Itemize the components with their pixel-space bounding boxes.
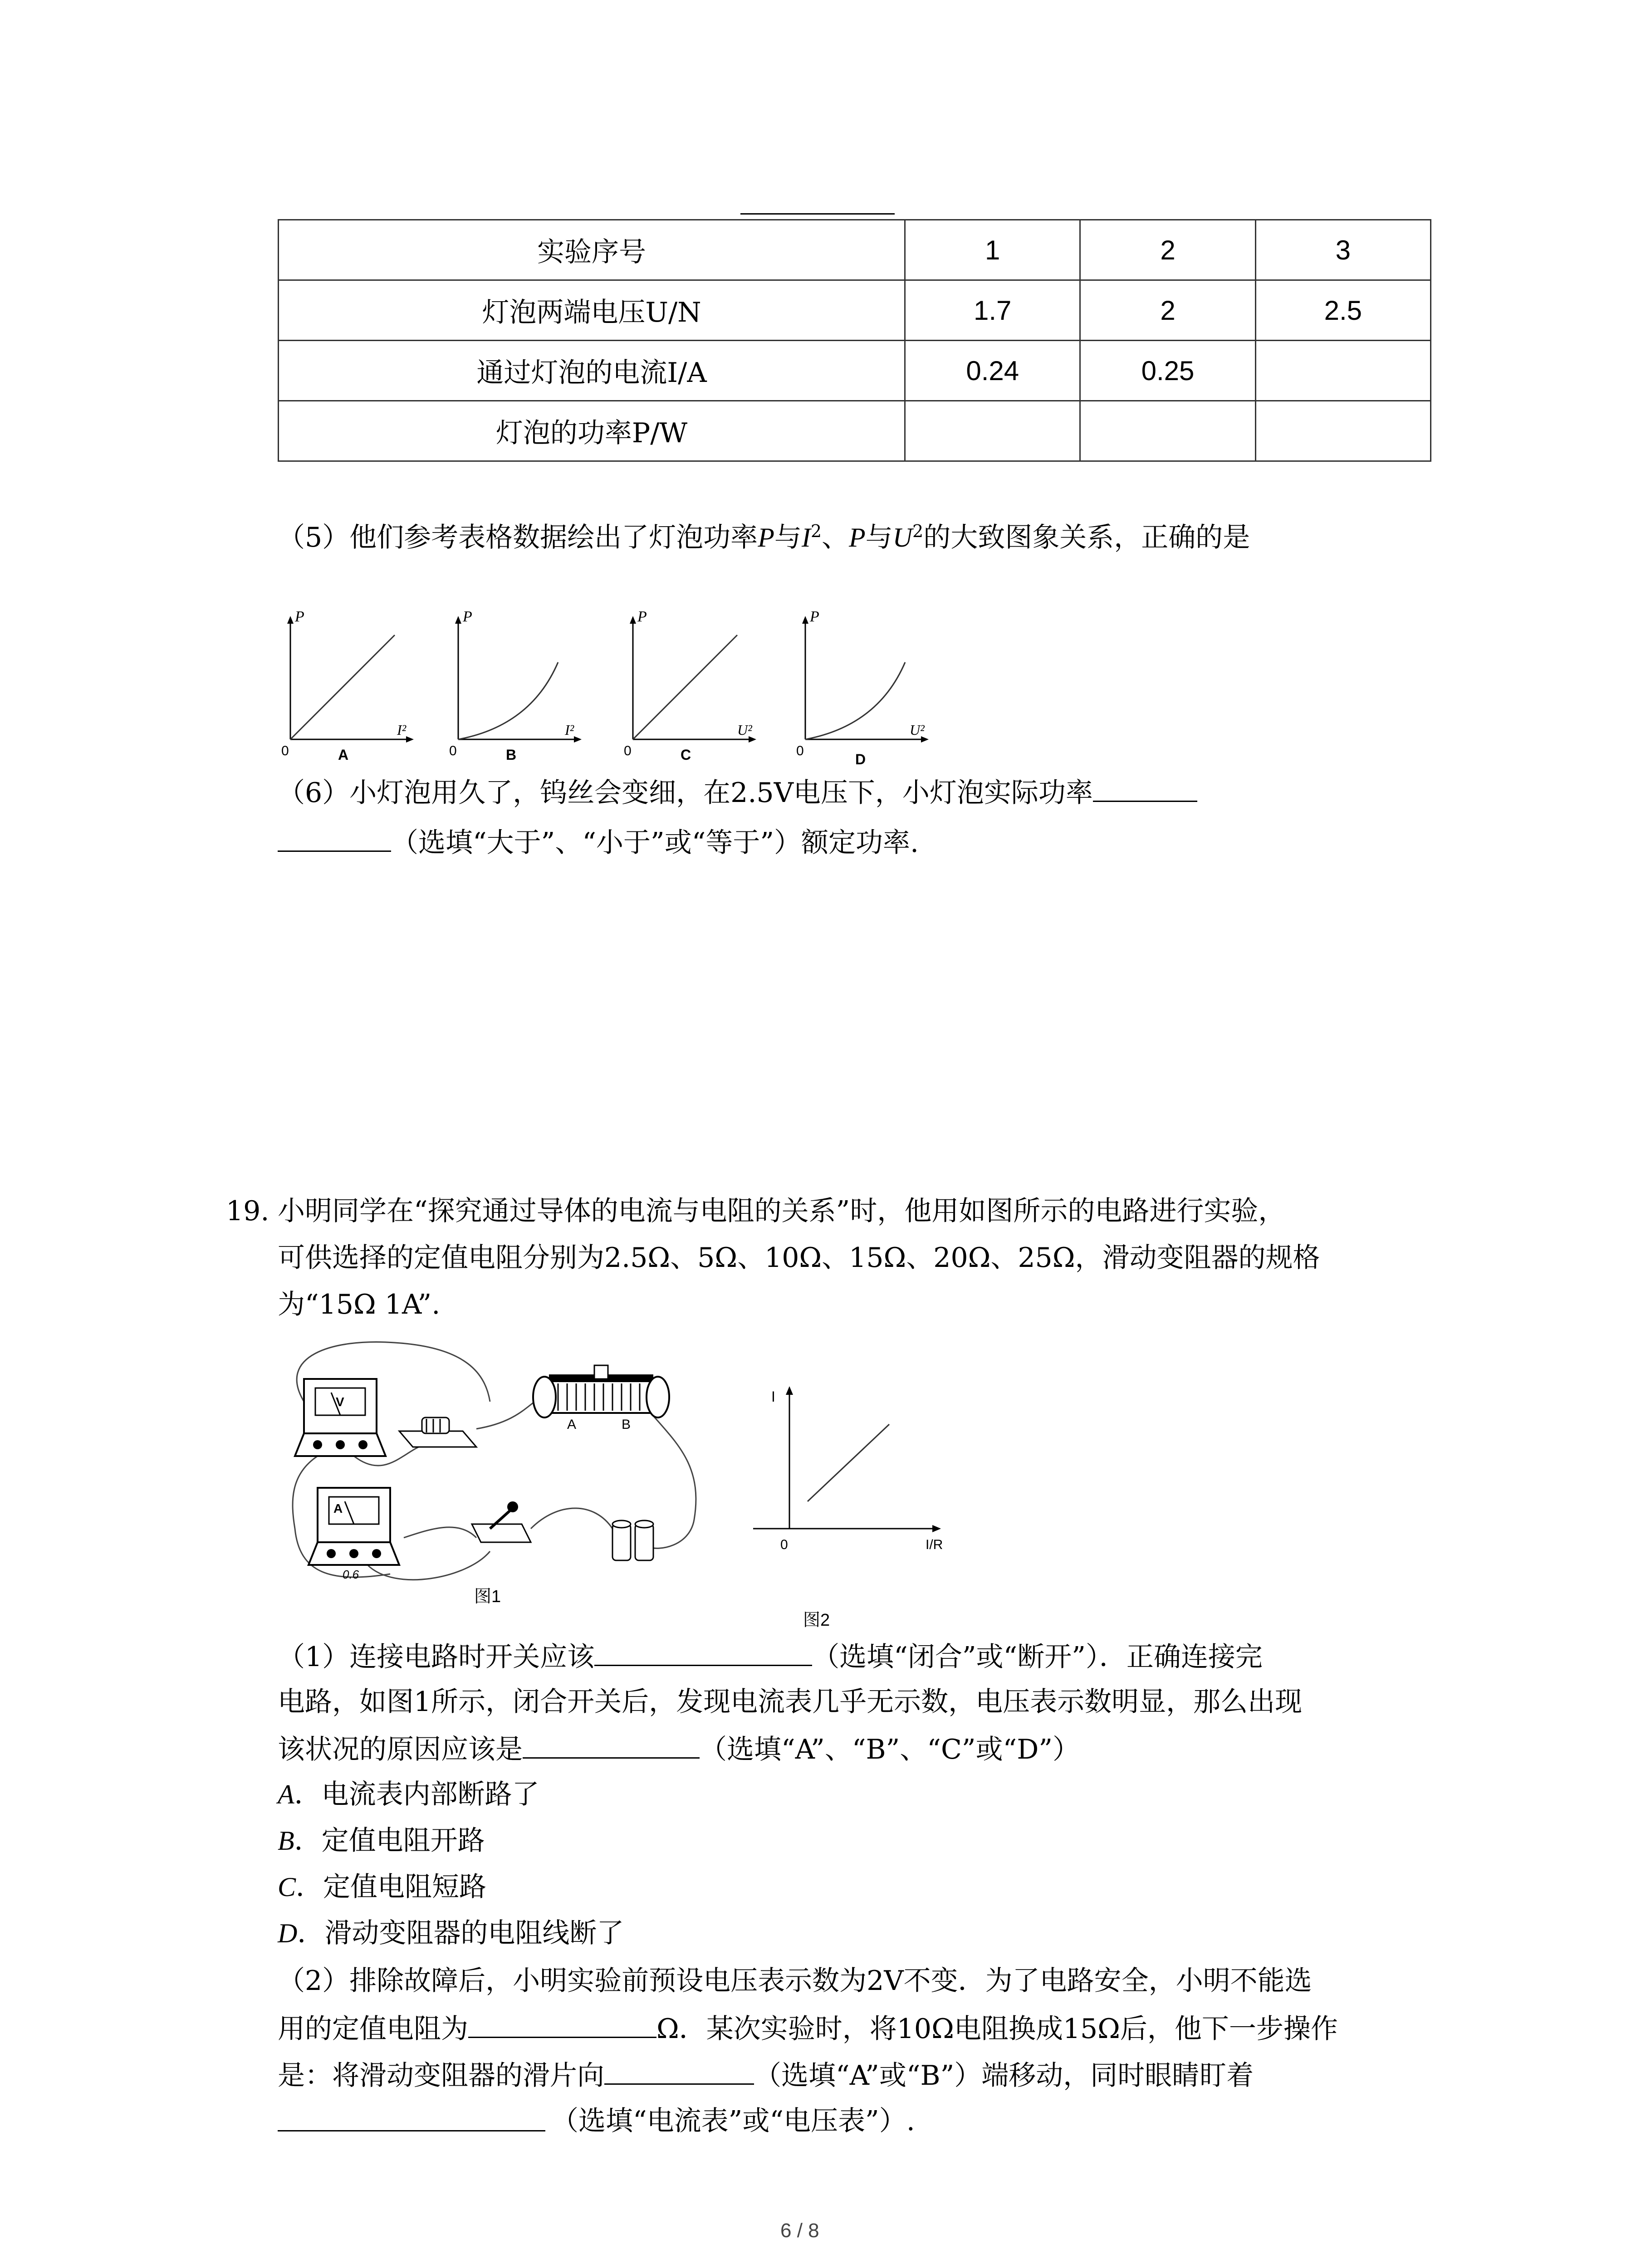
- q5-graphs: [272, 603, 953, 767]
- page-number: 6 / 8: [780, 2219, 819, 2242]
- q19-sub2-line4: （选填“电流表”或“电压表”）.: [551, 2105, 915, 2137]
- top-answer-blank[interactable]: [740, 213, 895, 215]
- graph-letter: B: [506, 747, 517, 763]
- table-cell-empty[interactable]: [1255, 341, 1430, 401]
- graph-d[interactable]: [796, 608, 929, 767]
- fig2-graph[interactable]: [744, 1374, 998, 1565]
- y-arrow-icon: [786, 1386, 793, 1395]
- q6-line1: （6）小灯泡用久了，钨丝会变细，在2.5V电压下，小灯泡实际功率: [278, 773, 1197, 811]
- table-header-row: [279, 220, 1431, 280]
- table-row: [279, 401, 1431, 461]
- table-cell-empty[interactable]: [1080, 401, 1255, 461]
- y-arrow-icon: [802, 616, 808, 624]
- x-label: U²: [737, 722, 752, 738]
- table-header-cell: 3: [1255, 220, 1430, 280]
- y-label: P: [295, 608, 304, 625]
- x-label: I/R: [926, 1537, 943, 1552]
- y-arrow-icon: [287, 616, 294, 624]
- fig1-circuit: [277, 1338, 758, 1592]
- graph-letter: C: [681, 747, 691, 763]
- svg-text:A: A: [333, 1501, 343, 1515]
- graph-curve: [805, 662, 905, 739]
- q19-stem-line3: 为“15Ω 1A”.: [278, 1289, 441, 1320]
- slider-direction-blank[interactable]: [604, 2056, 754, 2085]
- y-arrow-icon: [455, 616, 461, 624]
- switch-state-blank[interactable]: [594, 1637, 812, 1666]
- x-label: I²: [397, 722, 407, 738]
- rheostat[interactable]: [533, 1365, 669, 1432]
- table-cell-empty[interactable]: [905, 401, 1080, 461]
- graph-line: [633, 635, 737, 739]
- table-cell: 0.24: [905, 341, 1080, 401]
- graph-curve: [458, 662, 558, 739]
- switch[interactable]: [472, 1501, 531, 1542]
- graph-a[interactable]: [281, 608, 414, 763]
- wire: [531, 1508, 612, 1529]
- table-header-cell: 1: [905, 220, 1080, 280]
- x-arrow-icon: [574, 736, 582, 743]
- resistor-value-blank[interactable]: [468, 2009, 656, 2038]
- svg-text:0.6: 0.6: [343, 1568, 359, 1581]
- svg-text:A: A: [567, 1417, 577, 1432]
- table-cell: 2.5: [1255, 280, 1430, 341]
- graph-c[interactable]: [624, 608, 756, 763]
- fault-cause-blank[interactable]: [523, 1730, 700, 1759]
- q19-sub2-line2: 用的定值电阻为 Ω．某次实验时，将10Ω电阻换成15Ω后，他下一步操作: [278, 2009, 1338, 2047]
- q19-sub2-line1: （2）排除故障后，小明实验前预设电压表示数为2V不变．为了电路安全，小明不能选: [278, 1965, 1312, 1997]
- q19-sub1-line2: 电路，如图1所示，闭合开关后，发现电流表几乎无示数，电压表示数明显，那么出现: [278, 1686, 1303, 1718]
- batteries[interactable]: [612, 1520, 653, 1560]
- table-row-label: 通过灯泡的电流I/A: [279, 341, 905, 401]
- graph-line: [290, 635, 395, 739]
- q19-sub1-line1: （1）连接电路时开关应该 （选填“闭合”或“断开”）．正确连接完: [278, 1637, 1263, 1675]
- svg-text:V: V: [336, 1395, 344, 1409]
- q19-stem-line1: 小明同学在“探究通过导体的电流与电阻的关系”时，他用如图所示的电路进行实验，: [278, 1195, 1286, 1227]
- x-arrow-icon: [406, 736, 414, 743]
- fixed-resistor[interactable]: [399, 1418, 476, 1447]
- q6-line2: （选填“大于”、“小于”或“等于”）额定功率.: [278, 823, 919, 861]
- table-cell: 1.7: [905, 280, 1080, 341]
- origin-label: 0: [624, 743, 632, 758]
- origin-label: 0: [780, 1537, 788, 1552]
- y-label: I: [771, 1388, 775, 1405]
- option-d[interactable]: D．滑动变阻器的电阻线断了: [278, 1917, 624, 1949]
- origin-label: 0: [281, 743, 289, 758]
- fig2-caption: 图2: [803, 1611, 830, 1630]
- wire: [404, 1527, 476, 1538]
- q19-number: 19.: [226, 1195, 269, 1227]
- table-row: [279, 280, 1431, 341]
- table-cell-empty[interactable]: [1255, 401, 1430, 461]
- x-label: U²: [910, 722, 925, 738]
- q19-sub1-line3: 该状况的原因应该是 （选填“A”、“B”、“C”或“D”）: [278, 1730, 1080, 1768]
- table-header-cell: 2: [1080, 220, 1255, 280]
- table-row-label: 灯泡两端电压U/N: [279, 280, 905, 341]
- experiment-table: [278, 219, 1431, 462]
- y-label: P: [810, 608, 819, 625]
- q6-answer-blank-cont[interactable]: [278, 823, 391, 852]
- graph-letter: A: [338, 747, 349, 763]
- fig1-caption: 图1: [474, 1587, 501, 1606]
- option-b[interactable]: B．定值电阻开路: [278, 1825, 485, 1857]
- y-arrow-icon: [630, 616, 636, 624]
- y-label: P: [637, 608, 647, 625]
- q5-question: （5）他们参考表格数据绘出了灯泡功率P与$I^2$、P与$U^2$的大致图象关系，正确的是: [278, 521, 1250, 553]
- option-c[interactable]: C．定值电阻短路: [278, 1871, 487, 1903]
- svg-text:B: B: [622, 1417, 631, 1432]
- table-row: [279, 341, 1431, 401]
- x-label: I²: [565, 722, 574, 738]
- x-arrow-icon: [932, 1525, 941, 1532]
- wire: [649, 1411, 696, 1548]
- graph-b[interactable]: [449, 608, 582, 763]
- origin-label: 0: [796, 743, 804, 758]
- graph-letter: D: [855, 751, 866, 767]
- graph-line: [808, 1424, 889, 1501]
- table-header-cell: 实验序号: [279, 220, 905, 280]
- y-label: P: [463, 608, 472, 625]
- option-a[interactable]: A．电流表内部断路了: [278, 1779, 539, 1810]
- voltmeter[interactable]: [295, 1379, 386, 1456]
- q19-stem-line2: 可供选择的定值电阻分别为2.5Ω、5Ω、10Ω、15Ω、20Ω、25Ω，滑动变阻器的规格: [278, 1242, 1320, 1274]
- table-cell: 0.25: [1080, 341, 1255, 401]
- q19-sub2-line3: 是：将滑动变阻器的滑片向 （选填“A”或“B”）端移动，同时眼睛盯着: [278, 2056, 1254, 2094]
- ammeter[interactable]: [309, 1488, 399, 1581]
- origin-label: 0: [449, 743, 457, 758]
- q6-answer-blank[interactable]: [1093, 773, 1197, 802]
- meter-watch-blank[interactable]: [278, 2103, 545, 2131]
- table-row-label: 灯泡的功率P/W: [279, 401, 905, 461]
- table-cell: 2: [1080, 280, 1255, 341]
